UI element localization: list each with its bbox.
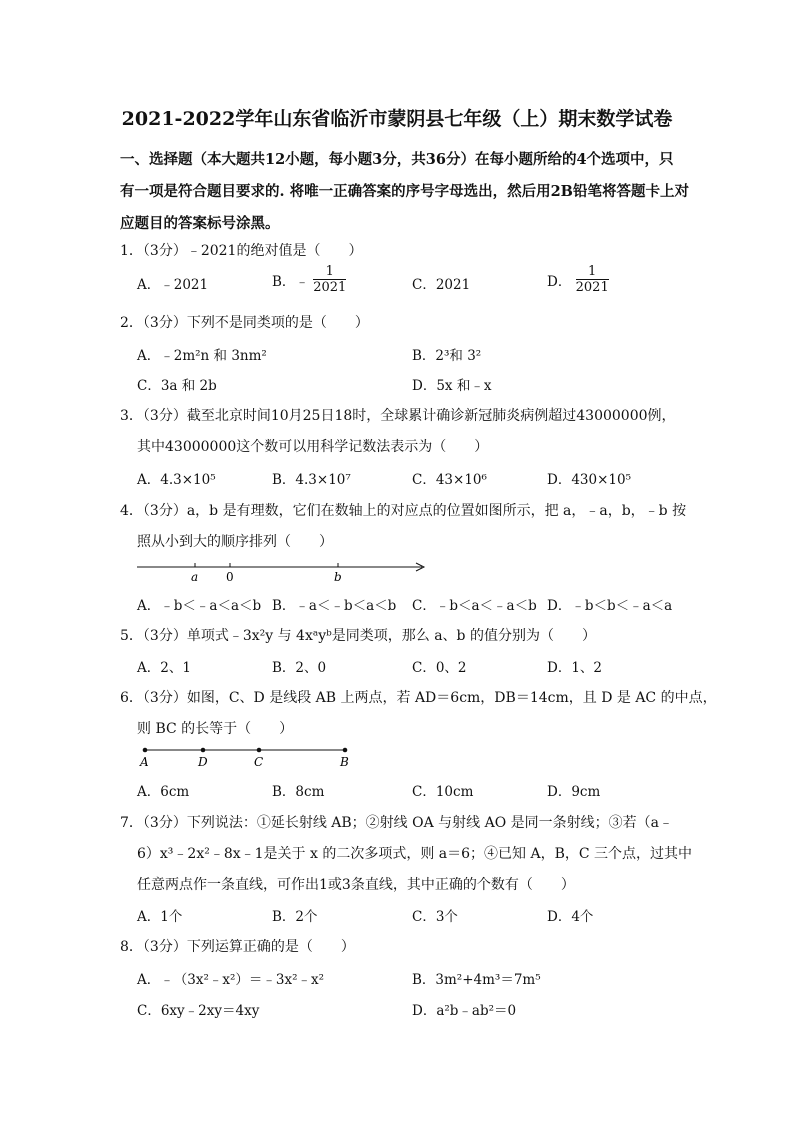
q3-option-a: A．4.3×10⁵ xyxy=(137,472,216,488)
point-a xyxy=(143,748,148,753)
q6-stem-line1: 6．（3分）如图，C、D 是线段 AB 上两点，若 AD＝6cm，DB＝14cm，且 D 是 AC 的中点， xyxy=(120,690,717,706)
point-c xyxy=(257,748,262,753)
q3-option-c: C．43×10⁶ xyxy=(412,472,487,488)
q4-stem-line2: 照从小到大的顺序排列（ ） xyxy=(137,534,333,550)
q8-stem: 8．（3分）下列运算正确的是（ ） xyxy=(120,939,355,955)
q8-option-d: D．a²b﹣ab²＝0 xyxy=(412,1003,517,1019)
q4-option-c: C．﹣b＜a＜﹣a＜b xyxy=(412,598,537,614)
q1-option-d-prefix: D． xyxy=(547,274,572,290)
section-instructions-line1: 一、选择题（本大题共12小题，每小题3分，共36分）在每小题所给的4个选项中，只 xyxy=(120,151,674,168)
section-instructions-line2: 有一项是符合题目要求的. 将唯一正确答案的序号字母选出，然后用2B铅笔将答题卡上对 xyxy=(120,183,689,200)
q8-option-c: C．6xy﹣2xy＝4xy xyxy=(137,1003,260,1019)
q3-stem-line1: 3．（3分）截至北京时间10月25日18时，全球累计确诊新冠肺炎病例超过43000000例， xyxy=(120,408,676,424)
q1-option-d-fraction xyxy=(576,264,609,296)
q1-b-numerator: 1 xyxy=(313,264,346,280)
q5-option-a: A．2、1 xyxy=(137,660,191,676)
label-point-d: D xyxy=(198,755,208,769)
label-point-b: B xyxy=(340,755,349,769)
segment-figure xyxy=(135,742,365,770)
q2-option-c: C．3a 和 2b xyxy=(137,378,217,394)
q6-option-a: A．6cm xyxy=(137,784,190,800)
q4-option-d: D．﹣b＜b＜﹣a＜a xyxy=(547,598,673,614)
label-a: a xyxy=(191,570,199,584)
q2-option-b: B．2³和 3² xyxy=(412,348,482,364)
q1-option-b-fraction xyxy=(313,264,346,296)
point-b xyxy=(343,748,348,753)
q8-option-b: B．3m²+4m³＝7m⁵ xyxy=(412,972,541,988)
q1-d-numerator: 1 xyxy=(576,264,609,280)
q4-stem-line1: 4．（3分）a，b 是有理数，它们在数轴上的对应点的位置如图所示，把 a，﹣a，b，﹣b 按 xyxy=(120,503,687,519)
q6-option-b: B．8cm xyxy=(272,784,325,800)
q6-option-c: C．10cm xyxy=(412,784,474,800)
q5-option-c: C．0、2 xyxy=(412,660,467,676)
section-instructions-line3: 应题目的答案标号涂黑。 xyxy=(120,215,280,232)
page-title: 2021-2022学年山东省临沂市蒙阴县七年级（上）期末数学试卷 xyxy=(121,108,673,130)
q6-stem-line2: 则 BC 的长等于（ ） xyxy=(137,721,294,737)
q4-option-a: A．﹣b＜﹣a＜a＜b xyxy=(137,598,262,614)
number-line-figure xyxy=(135,555,435,585)
q1-option-b xyxy=(272,264,346,296)
q1-option-c: C．2021 xyxy=(412,277,471,293)
point-d xyxy=(201,748,206,753)
q7-option-c: C．3个 xyxy=(412,909,458,925)
q7-stem-line3: 任意两点作一条直线，可作出1或3条直线，其中正确的个数有（ ） xyxy=(137,877,575,893)
q3-option-d: D．430×10⁵ xyxy=(547,472,631,488)
label-zero: 0 xyxy=(226,570,234,584)
q7-option-d: D．4个 xyxy=(547,909,594,925)
q1-option-a: A．﹣2021 xyxy=(137,277,209,293)
q4-option-b: B．﹣a＜﹣b＜a＜b xyxy=(272,598,397,614)
label-point-c: C xyxy=(254,755,264,769)
q2-option-a: A．﹣2m²n 和 3nm² xyxy=(137,348,267,364)
q1-b-denominator: 2021 xyxy=(313,280,347,295)
q7-stem-line2: 6）x³﹣2x²﹣8x﹣1是关于 x 的二次多项式，则 a＝6；④已知 A，B，C 三个点，过其中 xyxy=(137,846,693,862)
q7-option-b: B．2个 xyxy=(272,909,318,925)
q3-option-b: B．4.3×10⁷ xyxy=(272,472,351,488)
label-b: b xyxy=(334,570,342,584)
q1-option-d xyxy=(547,264,609,296)
q2-option-d: D．5x 和﹣x xyxy=(412,378,492,394)
q5-option-d: D．1、2 xyxy=(547,660,603,676)
q8-option-a: A．﹣（3x²﹣x²）＝﹣3x²﹣x² xyxy=(137,972,325,988)
label-point-a: A xyxy=(140,755,149,769)
q1-d-denominator: 2021 xyxy=(575,280,609,295)
q6-option-d: D．9cm xyxy=(547,784,601,800)
q3-stem-line2: 其中43000000这个数可以用科学记数法表示为（ ） xyxy=(137,439,489,455)
q7-option-a: A．1个 xyxy=(137,909,183,925)
q5-stem: 5．（3分）单项式﹣3x²y 与 4xᵃyᵇ是同类项，那么 a、b 的值分别为（ ） xyxy=(120,628,596,644)
q1-stem: 1．（3分）﹣2021的绝对值是（ ） xyxy=(120,243,363,259)
q1-option-b-prefix: B．﹣ xyxy=(272,274,309,290)
q2-stem: 2．（3分）下列不是同类项的是（ ） xyxy=(120,315,369,331)
q7-stem-line1: 7．（3分）下列说法：①延长射线 AB；②射线 OA 与射线 AO 是同一条射线；③若（a﹣ xyxy=(120,815,673,831)
q5-option-b: B．2、0 xyxy=(272,660,327,676)
